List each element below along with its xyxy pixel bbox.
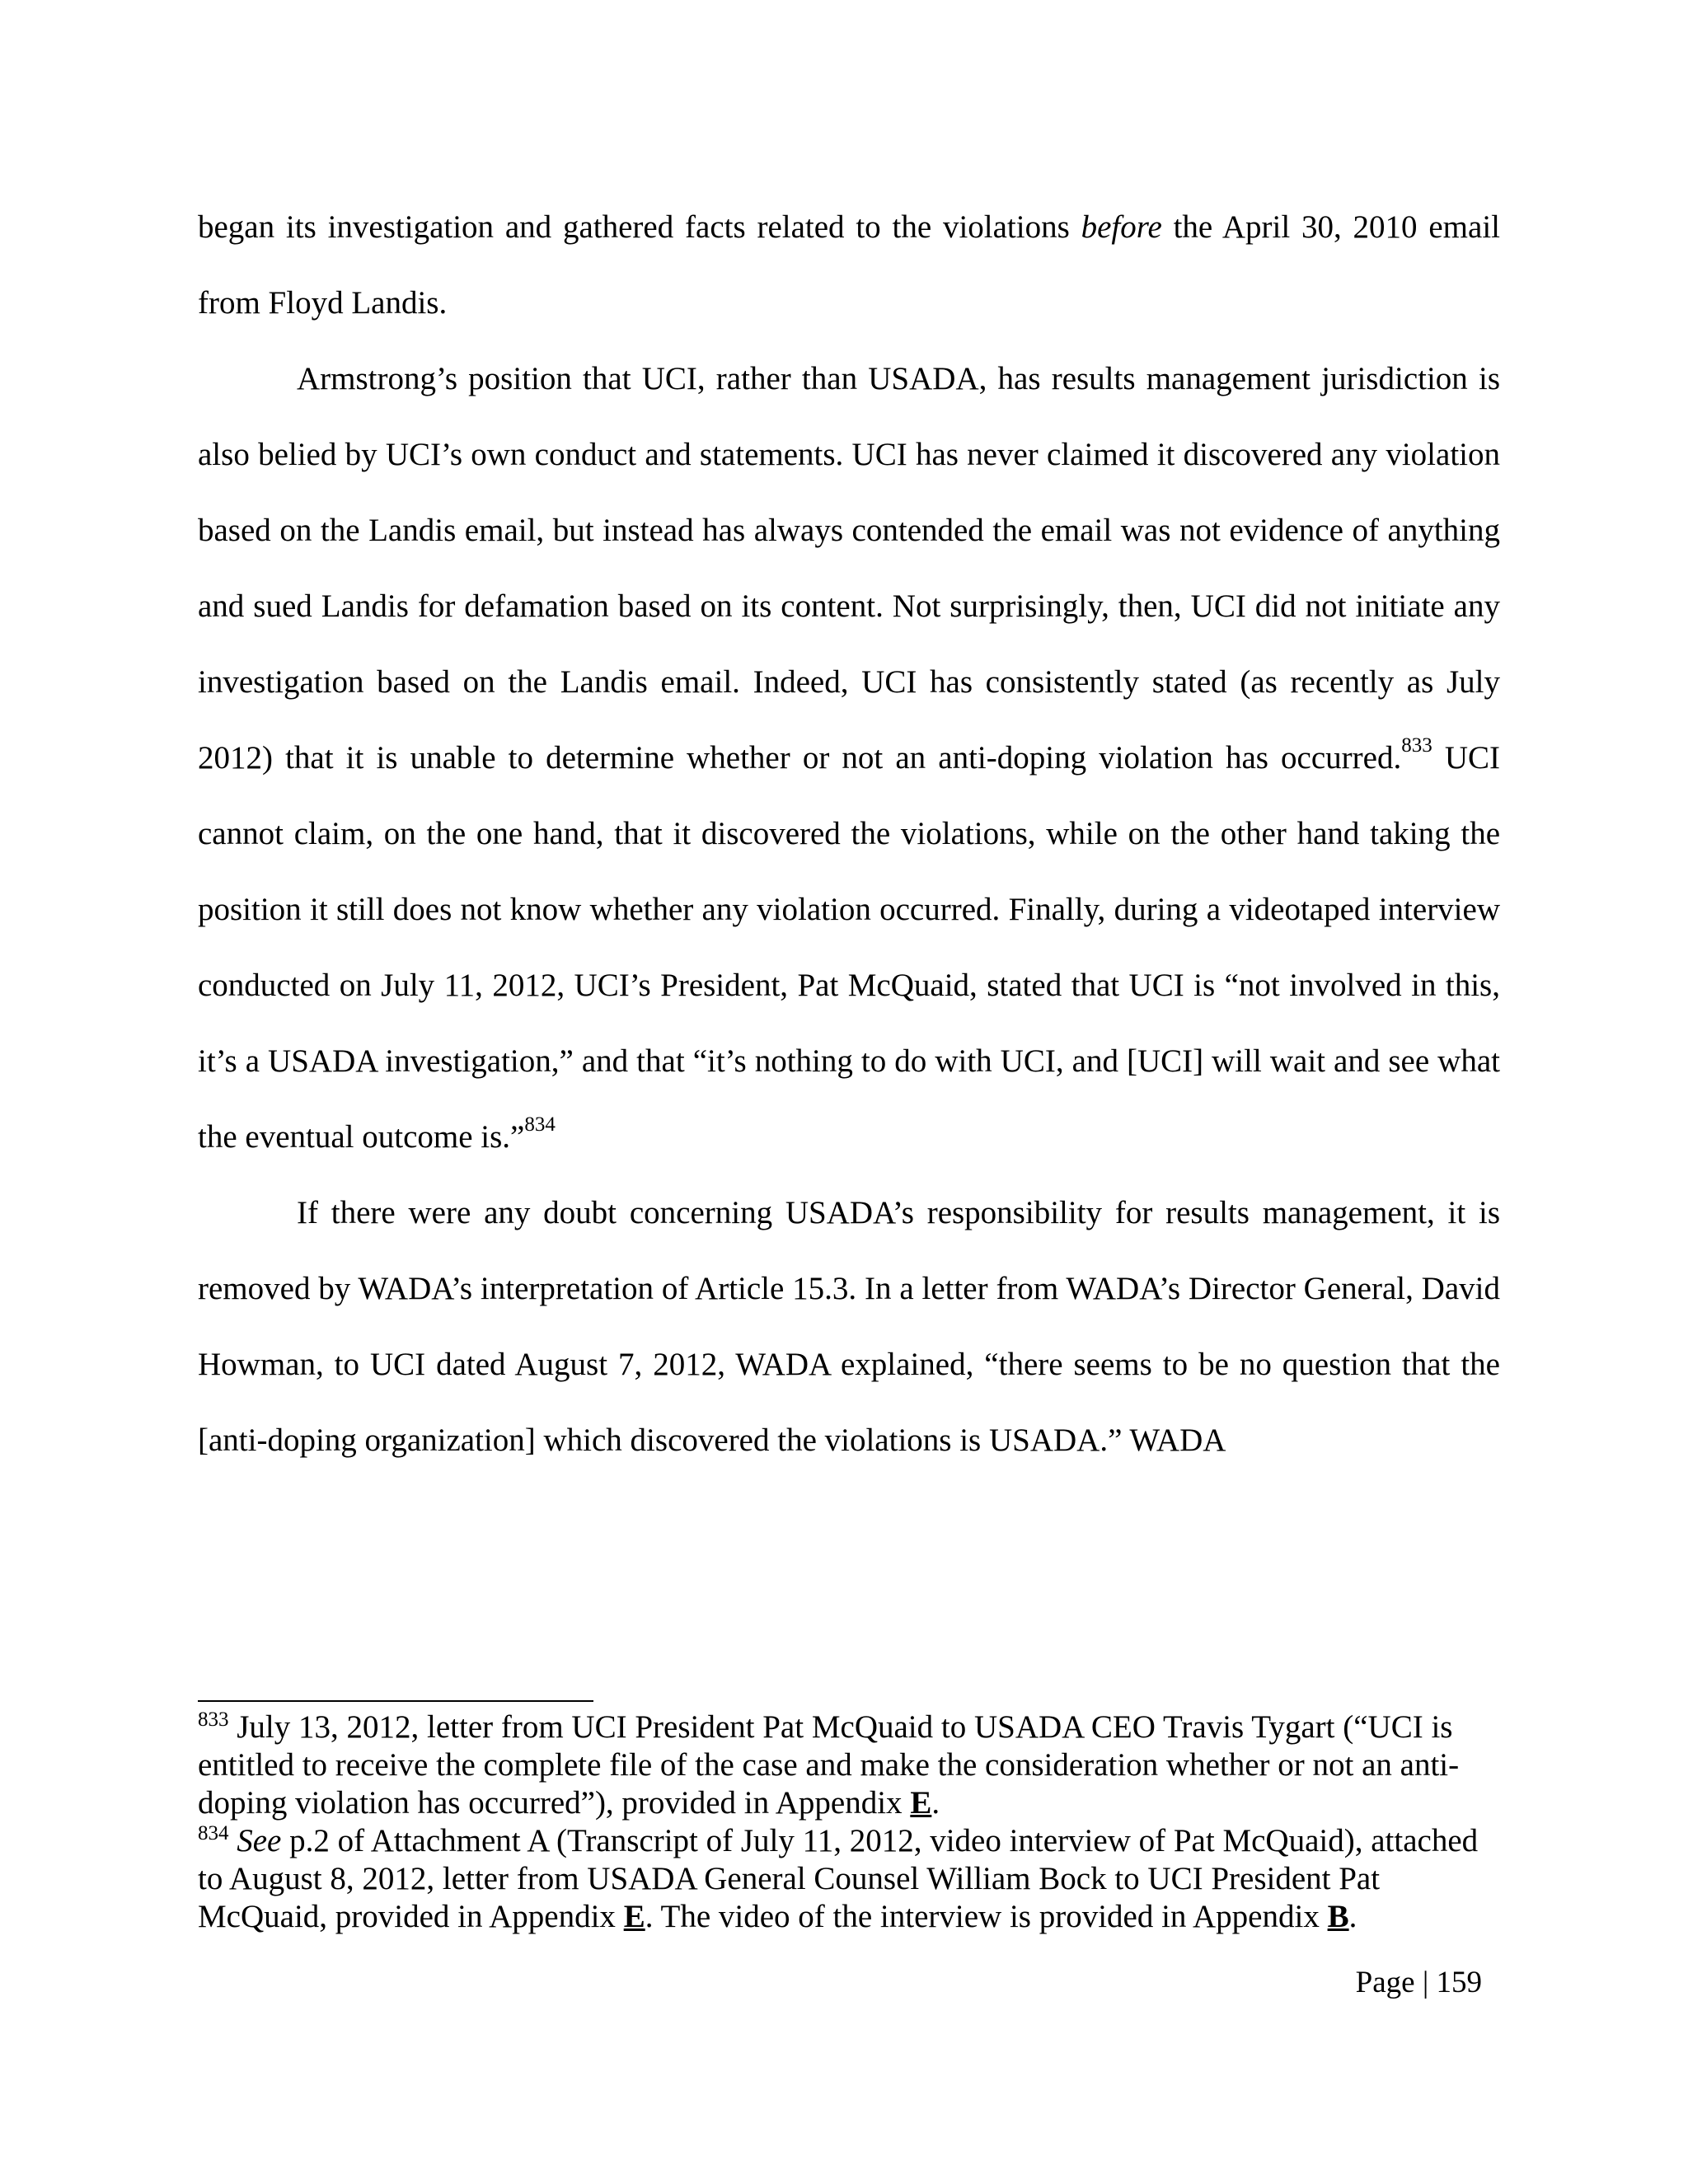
paragraph-3: If there were any doubt concerning USADA’s responsibility for results management, it is removed by WADA’s interpretation of Article 15.3. In a letter from WADA’s Director General, David Howman, to UCI dated August 7, 2012, WADA explained, “there seems to be no question that the [anti-doping organization] which discovered the violations is USADA.” WADA [198,1195,1500,1458]
footnote-ref-834[interactable]: 834 [524,1113,556,1136]
footnote-separator [198,1700,593,1702]
appendix-e-link[interactable]: E [910,1785,932,1821]
appendix-b-link[interactable]: B [1327,1899,1349,1934]
paragraph-2: Armstrong’s position that UCI, rather than USADA, has results management jurisdiction is also belied by UCI’s own conduct and statements. UCI has never claimed it discovered any violation based on the Landis email, but instead has always contended the email was not evidence of anything and sued Landis for defamation based on its content. Not surprisingly, then, UCI did not initiate any investigation based on the Landis email. Indeed, UCI has consistently stated (as recently as July 2012) that it is unable to determine whether or not an anti-doping violation has occurred.$^{833}$ UCI cannot claim, on the one hand, that it discovered the violations, while on the other hand taking the position it still does not know whether any violation occurred. Finally, during a videotaped interview conducted on July 11, 2012, UCI’s President, Pat McQuaid, stated that UCI is “not involved in this, it’s a USADA investigation,” and that “it’s nothing to do with UCI, and [UCI] will wait and see what the eventual outcome is.”$^{834}$ [198,361,1500,1155]
footnote-ref-833[interactable]: 833 [1401,734,1432,757]
appendix-e-link[interactable]: E [623,1899,645,1934]
body-text [198,190,1500,1479]
emphasis-see: See [237,1823,282,1858]
footnote-834: $^{834}$ See p.2 of Attachment A (Transcript of July 11, 2012, video interview of Pat McQuaid), attached to August 8, 2012, letter from USADA General Counsel William Bock to UCI President Pat McQuaid, provided in Appendix E. The video of the interview is provided in Appendix B. [198,1822,1479,1934]
emphasis-before: before [1081,209,1162,245]
page-number: Page | 159 [1355,1966,1482,1999]
footnote-833: $^{833}$ July 13, 2012, letter from UCI President Pat McQuaid to USADA CEO Travis Tygart (“UCI is entitled to receive the complete file of the case and make the consideration whether or not an anti-doping violation has occurred”), provided in Appendix E. [198,1708,1460,1821]
footnotes [198,1708,1500,1936]
footnote-number: 834 [198,1822,229,1844]
paragraph-1: began its investigation and gathered facts related to the violations before the April 30, 2010 email from Floyd Landis. [198,209,1500,321]
footnote-number: 833 [198,1708,229,1731]
